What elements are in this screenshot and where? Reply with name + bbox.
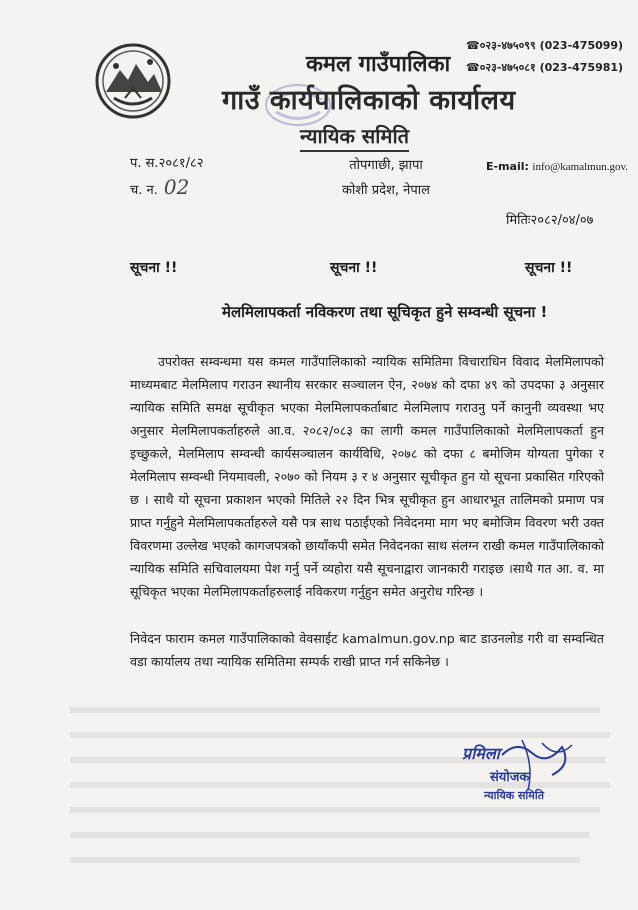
dispatch-label: च. न.	[130, 183, 158, 198]
committee-name: न्यायिक समिति	[300, 122, 409, 152]
email-label: E-mail:	[486, 160, 529, 173]
address-line-1: तोपगाछी, झापा	[349, 158, 423, 173]
phone-number-2: ☎०२३-४७५०८१ (023-475981)	[466, 61, 624, 74]
dispatch-value-handwritten: 02	[163, 175, 190, 199]
document-date: मितिः२०८२/०४/०७	[506, 213, 594, 228]
signatory-title: संयोजक	[490, 770, 530, 785]
notice-heading-right: सूचना !!	[525, 260, 573, 276]
signatory-committee: न्यायिक समिति	[484, 789, 544, 802]
notice-heading-left: सूचना !!	[130, 260, 178, 276]
body-paragraph-2: निवेदन फाराम कमल गाउँपालिकाको वेवसाईट kamalmun.gov.np बाट डाउनलोड गरी वा सम्वन्धित वडा कार्यालय तथा न्यायिक समितिमा सम्पर्क राखी प्राप्त गर्न सकिनेछ ।	[130, 631, 604, 669]
email-line	[486, 160, 628, 173]
municipality-name: कमल गाउँपालिका	[306, 52, 451, 77]
notice-body	[130, 350, 604, 673]
address-line-2: कोशी प्रदेश, नेपाल	[342, 183, 430, 198]
notice-heading-center: सूचना !!	[330, 260, 378, 276]
office-title: गाउँ कार्यपालिकाको कार्यालय	[222, 85, 516, 116]
nepal-government-emblem	[92, 40, 174, 122]
phone-number-1: ☎०२३-४७५०९९ (023-475099)	[466, 39, 624, 52]
reference-number: प. स.२०८१/८२	[130, 156, 204, 171]
notice-subject: मेलमिलापकर्ता नविकरण तथा सूचिकृत हुने सम्वन्धी सूचना !	[222, 303, 548, 321]
email-address: info@kamalmun.gov.	[532, 161, 628, 173]
signatory-name: प्रमिला	[462, 744, 500, 763]
body-paragraph-1: उपरोक्त सम्वन्धमा यस कमल गाउँपालिकाको न्यायिक समितिमा विचाराधिन विवाद मेलमिलापको माध्यमबाट मेलमिलाप गराउन स्थानीय सरकार सञ्चालन ऐन, २०७४ को दफा ४९ को उपदफा ३ अनुसार न्यायिक समिति समक्ष सूचीकृत भएका मेलमिलापकर्ताबाट मेलमिलाप गराउनु पर्ने कानुनी व्यवस्था भए अनुसार मेलमिलापकर्ताहरुले आ.व. २०८२/०८३ का लागी कमल गाउँपालिकाको मेलमिलापकर्ता हुन इच्छुकले, मेलमिलाप सम्वन्धी कार्यसञ्चालन कार्यविधि, २०७८ को दफा ८ बमोजिम योग्यता पुगेका र मेलमिलाप सम्वन्धी नियमावली, २०७० को नियम ३ र ४ अनुसार सूचीकृत हुन यो सूचना प्रकासित गरिएको छ । साथै यो सूचना प्रकाशन भएको मितिले २२ दिन भित्र सूचीकृत हुन आधारभूत तालिमको प्रमाण पत्र प्राप्त गर्नुहुने मेलमिलापकर्ताहरुले यसै पत्र साथ पठाईएको निवेदनमा माग भए बमोजिम विवरण भरी उक्त विवरणमा उल्लेख भएको कागजपत्रको छायाँकपी समेत निवेदनका साथ संलग्न राखी कमल गाउँपालिकाको न्यायिक समिति सचिवालयमा पेश गर्नु पर्ने व्यहोरा यसै सूचनाद्वारा जानकारी गराइछ ।साथै गत आ. व. मा सूचिकृत भएका मेलमिलापकर्ताहरुलाई नविकरण गर्नुहुन समेत अनुरोध गरिन्छ ।	[130, 354, 604, 599]
dispatch-number	[130, 175, 189, 199]
